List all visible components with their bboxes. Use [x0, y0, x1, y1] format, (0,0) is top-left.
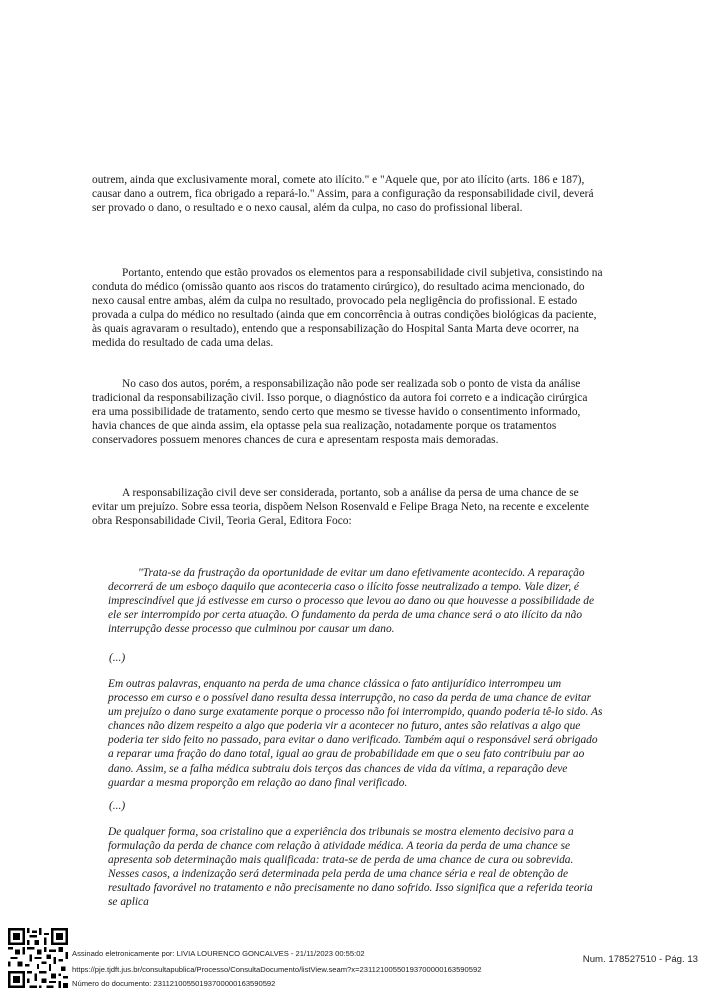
- signature-footer: [0, 918, 706, 1000]
- signed-by-line: Assinado eletronicamente por: LIVIA LOURENCO GONCALVES - 21/11/2023 00:55:02: [72, 949, 365, 958]
- quote-ellipsis-2: (...): [109, 800, 126, 812]
- document-url[interactable]: https://pje.tjdft.jus.br/consultapublica/Processo/ConsultaDocumento/listView.seam?x=23112100550193700000163590592: [72, 965, 482, 974]
- page-number: Num. 178527510 - Pág. 13: [582, 954, 698, 965]
- quote-paragraph-3: De qualquer forma, soa cristalino que a experiência dos tribunais se mostra elemento decisivo para a formulação da perda de chance com relação à atividade médica. A teoria da perda de uma chance se apresenta sob determinação mais qualificada: trata-se de perda de uma chance de cura ou sobrevida. Nesses casos, a indenização será determinada pela perda de uma chance séria e real de obtenção de resultado favorável no tratamento e não precisamente no dano sofrido. Isso significa que a referida teoria se aplica: [108, 826, 593, 909]
- paragraph-4: A responsabilização civil deve ser considerada, portanto, sob a análise da persa de uma chance de se evitar um prejuízo. Sobre essa teoria, dispõem Nelson Rosenvald e Felipe Braga Neto, na recente e excelente obra Responsabilidade Civil, Teoria Geral, Editora Foco:: [92, 487, 589, 528]
- quote-paragraph-1: "Trata-se da frustração da oportunidade de evitar um dano efetivamente acontecido. A reparação decorrerá de um esboço daquilo que aconteceria caso o ilícito fosse neutralizado a tempo. Vale dizer, é imprescindível que já estivesse em curso o processo que levou ao dano ou que houvesse a possibilidade de ele ser interrompido por certa atuação. O fundamento da perda de uma chance será o ato ilícito da não interrupção desse processo que culminou por causar um dano.: [108, 567, 595, 636]
- document-number: Número do documento: 23112100550193700000163590592: [72, 979, 276, 988]
- quote-ellipsis-1: (...): [109, 652, 126, 664]
- quote-paragraph-2: Em outras palavras, enquanto na perda de uma chance clássica o fato antijurídico interrompeu um processo em curso e o possível dano resulta dessa interrupção, no caso da perda de uma chance de evitar um prejuízo o dano surge exatamente porque o processo não foi interrompido, quando poderia tê-lo sido. As chances não dizem respeito a algo que poderia vir a acontecer no futuro, antes são relativas a algo que poderia ter sido feito no passado, para evitar o dano verificado. Também aqui o responsável será obrigado a reparar uma fração do dano total, igual ao grau de probabilidade em que o seu fato contribuiu par ao dano. Assim, se a falha médica subtraiu dois terços das chances de vida da vítima, a reparação deve guardar a mesma proporção em relação ao dano final verificado.: [108, 678, 603, 789]
- qr-code-icon: [8, 928, 68, 988]
- paragraph-2: Portanto, entendo que estão provados os elementos para a responsabilidade civil subjetiva, consistindo na conduta do médico (omissão quanto aos riscos do tratamento cirúrgico), do resultado acima mencionado, do nexo causal entre ambas, além da culpa no resultado, provocado pela negligência do profissional. E estado provada a culpa do médico no resultado (ainda que em concorrência à outras condições biológicas da paciente, às quais agravaram o resultado), entendo que a responsabilização do Hospital Santa Marta deve ocorrer, na medida do resultado de cada uma delas.: [92, 267, 603, 350]
- paragraph-1: outrem, ainda que exclusivamente moral, comete ato ilícito." e "Aquele que, por ato ilícito (arts. 186 e 187), causar dano a outrem, fica obrigado a repará-lo." Assim, para a configuração da responsabilidade civil, deverá ser provado o dano, o resultado e o nexo causal, além da culpa, no caso do profissional liberal.: [92, 174, 594, 215]
- paragraph-3: No caso dos autos, porém, a responsabilização não pode ser realizada sob o ponto de vista da análise tradicional da responsabilização civil. Isso porque, o diagnóstico da autora foi correto e a indicação cirúrgica era uma possibilidade de tratamento, sendo certo que mesmo se tivesse havido o consentimento informado, havia chances de que ainda assim, ela optasse pela sua realização, notadamente porque os tratamentos conservadores possuem menores chances de cura e apresentam resposta mais demoradas.: [92, 378, 588, 447]
